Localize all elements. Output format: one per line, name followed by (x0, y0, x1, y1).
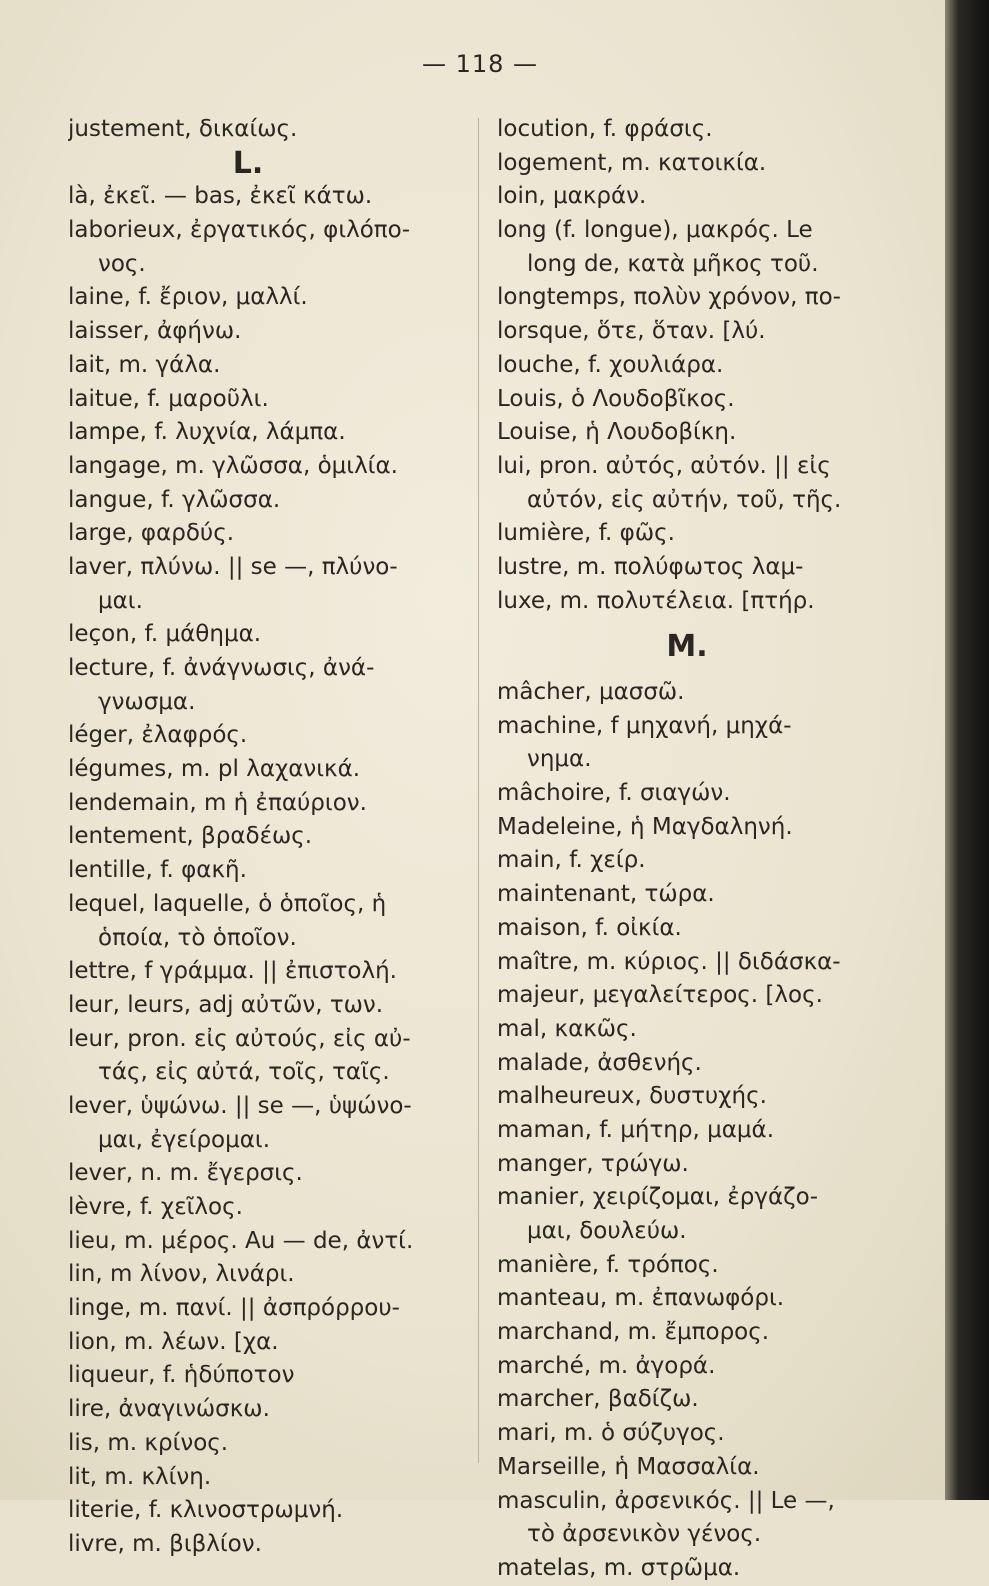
dictionary-entry: Marseille, ἡ Μασσαλία. (497, 1453, 760, 1480)
dictionary-entry-continuation: long de, κατὰ μῆκος τοῦ. (527, 250, 819, 277)
dictionary-entry: lettre, f γράμμα. || ἐπιστολή. (68, 958, 397, 985)
dictionary-entry: manger, τρώγω. (497, 1150, 689, 1177)
dictionary-entry: livre, m. βιβλίον. (68, 1530, 262, 1557)
dictionary-entry: lis, m. κρίνος. (68, 1429, 229, 1456)
dictionary-entry: maison, f. οἰκία. (497, 914, 682, 941)
dictionary-entry: matelas, m. στρῶμα. (497, 1554, 741, 1581)
dictionary-entry: malade, ἀσθενής. (497, 1049, 702, 1076)
dictionary-entry: maintenant, τώρα. (497, 881, 715, 908)
dictionary-entry: manteau, m. ἐπανωφόρι. (497, 1285, 785, 1312)
dictionary-entry: laitue, f. μαροῦλι. (68, 385, 269, 412)
dictionary-entry-continuation: μαι, δουλεύω. (527, 1218, 687, 1244)
dictionary-entry-continuation: αὐτόν, εἰς αὐτήν, τοῦ, τῆς. (527, 486, 842, 513)
dictionary-entry-continuation: νος. (98, 250, 146, 277)
section-heading-m: M. (666, 630, 708, 664)
dictionary-entry: longtemps, πολὺν χρόνον, πο- (497, 284, 841, 311)
dictionary-entry: manière, f. τρόπος. (497, 1251, 719, 1278)
dictionary-entry: léger, ἐλαφρός. (68, 722, 248, 749)
dictionary-entry-continuation: μαι. (98, 587, 143, 614)
dictionary-entry: laine, f. ἔριον, μαλλί. (68, 284, 308, 311)
dictionary-entry: marchand, m. ἔμπορος. (497, 1319, 770, 1346)
dictionary-entry: lentement, βραδέως. (68, 823, 313, 850)
dictionary-entry: laver, πλύνω. || se —, πλύνο- (68, 553, 398, 580)
dictionary-entry: main, f. χείρ. (497, 847, 646, 874)
right-column (497, 113, 917, 1586)
dictionary-entry: langage, m. γλῶσσα, ὁμιλία. (68, 452, 398, 479)
page-number: — 118 — (421, 50, 539, 78)
dictionary-entry: loin, μακράν. (497, 183, 647, 210)
dictionary-entry: lorsque, ὅτε, ὅταν. [λύ. (497, 318, 766, 345)
dictionary-entry: long (f. longue), μακρός. Le (497, 217, 813, 244)
column-divider (478, 118, 479, 1463)
dictionary-entry: justement, δικαίως. (68, 116, 298, 142)
dictionary-entry: laborieux, ἐργατικός, φιλόπο- (68, 217, 411, 244)
dictionary-entry: literie, f. κλινοστρωμνή. (68, 1497, 344, 1524)
dictionary-entry: linge, m. πανί. || ἀσπρόρρου- (68, 1295, 400, 1322)
dictionary-entry: leur, pron. εἰς αὐτούς, εἰς αὐ- (68, 1025, 411, 1052)
dictionary-entry: masculin, ἀρσενικός. || Le —, (497, 1487, 835, 1514)
dictionary-entry: marcher, βαδίζω. (497, 1386, 699, 1413)
dictionary-entry: malheureux, δυστυχής. (497, 1083, 767, 1110)
dictionary-entry-continuation: γνωσμα. (98, 688, 196, 715)
dictionary-entry: lustre, m. πολύφωτος λαμ- (497, 553, 804, 580)
dictionary-entry: lin, m λίνον, λινάρι. (68, 1261, 295, 1288)
dictionary-entry: lit, m. κλίνη. (68, 1463, 212, 1490)
dictionary-entry: lever, ὑψώνω. || se —, ὑψώνο- (68, 1092, 412, 1119)
dictionary-entry: locution, f. φράσις. (497, 116, 713, 142)
dictionary-entry: marché, m. ἀγορά. (497, 1352, 716, 1379)
dictionary-entry: lampe, f. λυχνία, λάμπα. (68, 419, 346, 446)
dictionary-entry: logement, m. κατοικία. (497, 149, 767, 176)
dictionary-entry: leur, leurs, adj αὐτῶν, των. (68, 991, 384, 1018)
dictionary-entry: lumière, f. φῶς. (497, 520, 675, 547)
dictionary-entry: machine, f μηχανή, μηχά- (497, 712, 792, 739)
dictionary-entry-continuation: νημα. (527, 746, 592, 773)
dictionary-entry: maman, f. μήτηρ, μαμά. (497, 1116, 774, 1143)
dictionary-entry: maître, m. κύριος. || διδάσκα- (497, 948, 841, 975)
dictionary-entry: lait, m. γάλα. (68, 351, 221, 378)
dictionary-entry: laisser, ἀφήνω. (68, 318, 242, 345)
dictionary-entry: lecture, f. ἀνάγνωσις, ἀνά- (68, 655, 375, 681)
dictionary-entry: mal, κακῶς. (497, 1015, 637, 1042)
dictionary-entry: lèvre, f. χεῖλος. (68, 1194, 243, 1220)
section-spacer (497, 664, 917, 676)
dictionary-entry: luxe, m. πολυτέλεια. [πτήρ. (497, 587, 815, 614)
dictionary-entry: lendemain, m ἡ ἐπαύριον. (68, 789, 367, 816)
dictionary-entry: louche, f. χουλιάρα. (497, 351, 724, 378)
dictionary-entry: lequel, laquelle, ὁ ὁποῖος, ἡ (68, 890, 387, 917)
dictionary-entry: lever, n. m. ἔγερσις. (68, 1160, 303, 1187)
dictionary-entry: lire, ἀναγινώσκω. (68, 1396, 270, 1423)
dictionary-entry: là, ἐκεῖ. — bas, ἐκεῖ κάτω. (68, 183, 373, 210)
dictionary-entry: légumes, m. pl λαχανικά. (68, 756, 361, 783)
dictionary-entry: manier, χειρίζομαι, ἐργάζο- (497, 1184, 819, 1211)
section-heading-l: L. (232, 146, 264, 181)
dictionary-entry: langue, f. γλῶσσα. (68, 486, 281, 513)
dictionary-entry: leçon, f. μάθημα. (68, 621, 262, 648)
dictionary-entry: large, φαρδύς. (68, 520, 235, 547)
dictionary-entry: lui, pron. αὐτός, αὐτόν. || εἰς (497, 452, 831, 479)
dictionary-entry: mâchoire, f. σιαγών. (497, 780, 731, 807)
dictionary-entry: Madeleine, ἡ Μαγδαληνή. (497, 813, 793, 840)
dictionary-entry: mâcher, μασσῶ. (497, 679, 685, 705)
dictionary-entry: lentille, f. φακῆ. (68, 857, 247, 884)
dictionary-entry-continuation: τάς, εἰς αὐτά, τοῖς, ταῖς. (98, 1059, 390, 1086)
dictionary-entry: Louis, ὁ Λουδοβῖκος. (497, 385, 735, 412)
section-spacer (497, 618, 917, 630)
dictionary-entry: lieu, m. μέρος. Au — de, ἀντί. (68, 1227, 414, 1254)
left-column (68, 113, 468, 1562)
dictionary-entry: lion, m. λέων. [χα. (68, 1328, 279, 1355)
dictionary-entry-continuation: τὸ ἀρσενικὸν γένος. (527, 1521, 762, 1548)
dictionary-entry: mari, m. ὁ σύζυγος. (497, 1420, 725, 1447)
book-spine-shadow (945, 0, 989, 1500)
dictionary-entry: liqueur, f. ἡδύποτον (68, 1362, 295, 1389)
dictionary-entry: Louise, ἡ Λουδοβίκη. (497, 419, 737, 446)
dictionary-entry-continuation: μαι, ἐγείρομαι. (98, 1126, 271, 1153)
dictionary-entry: majeur, μεγαλείτερος. [λος. (497, 982, 823, 1009)
dictionary-entry-continuation: ὁποία, τὸ ὁποῖον. (98, 924, 297, 951)
